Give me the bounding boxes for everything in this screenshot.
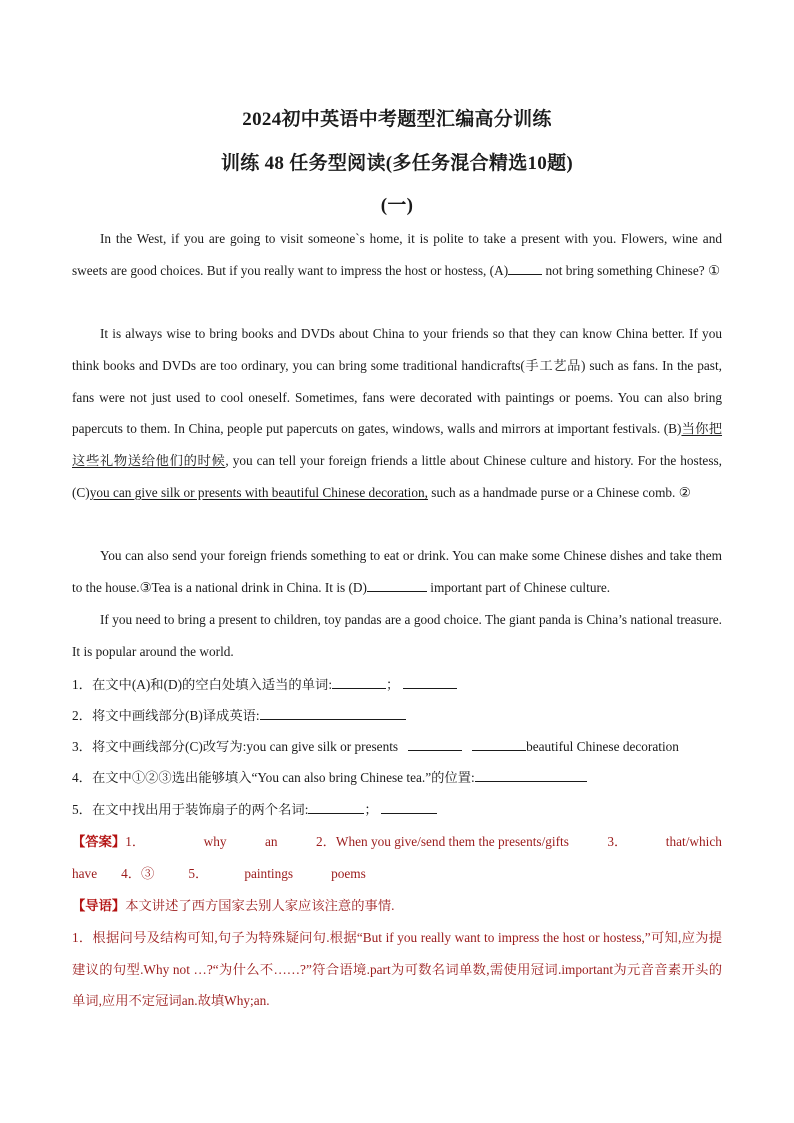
blank-a <box>508 262 542 275</box>
underlined-c: you can give silk or presents with beautiful Chinese decoration, <box>89 484 428 500</box>
underlined-b: 当你把这些礼物送给他们的时候 <box>72 421 723 469</box>
question-4: 4．在文中①②③选出能够填入“You can also bring Chinese tea.”的位置: <box>72 768 722 788</box>
question-1: 1．在文中(A)和(D)的空白处填入适当的单词: ； <box>72 675 722 695</box>
section-number: (一) <box>380 195 414 216</box>
question-3: 3．将文中画线部分(C)改写为:you can give silk or presents beautiful Chinese decoration <box>72 739 679 754</box>
blank-d <box>367 579 427 592</box>
passage-paragraph-1: In the West, if you are going to visit someone`s home, it is polite to take a present with you. Flowers, wine and sweets are good choices. But if you really want to impress the host or hostess, (A) not bring something Chinese? ① <box>72 231 722 278</box>
explanation-text: 1．根据问号及结构可知,句子为特殊疑问句.根据“But if you really want to impress the host or hostess,”可知,应为提建议的句型.Why not …?“为什么不……?”符合语境.part为可数名词单数,需使用冠词.important为元音音素开头的单词,应用不定冠词an.故填Why;an. <box>72 930 722 1009</box>
answer-line-1: 【答案】1． why an 2．When you give/send them the presents/gifts 3． that/which <box>72 834 722 849</box>
document-subtitle: 训练 48 任务型阅读(多任务混合精选10题) <box>220 153 574 174</box>
document-title: 2024初中英语中考题型汇编高分训练 <box>242 109 552 130</box>
passage-paragraph-4: If you need to bring a present to children, toy pandas are a good choice. The giant panda is China’s national treasure. It is popular around the world. <box>72 612 722 659</box>
question-2: 2．将文中画线部分(B)译成英语: <box>72 706 722 726</box>
answer-tag: 【答案】 <box>72 834 126 849</box>
answer-line-2: have 4．③ 5． paintings poems <box>72 866 366 881</box>
question-5: 5．在文中找出用于装饰扇子的两个名词: ； <box>72 800 722 820</box>
passage-paragraph-2: It is always wise to bring books and DVDs about China to your friends so that they can know China better. If you think books and DVDs are too ordinary, you can bring some traditional handicrafts(手工艺品) such as fans. In the past, fans were not just used to cool oneself. Sometimes, fans were decorated with paintings or poems. You can also bring papercuts to them. In China, people put papercuts on gates, windows, walls and mirrors at important festivals. (B)当你把这些礼物送给他们的时候, you can tell your foreign friends a little about Chinese culture and history. For the hostess, (C)you can give silk or presents with beautiful Chinese decoration, such as a handmade purse or a Chinese comb. ② <box>72 326 723 500</box>
guide-tag: 【导语】 <box>72 898 126 913</box>
guide-line: 【导语】本文讲述了西方国家去别人家应该注意的事情. <box>72 898 395 913</box>
passage-paragraph-3: You can also send your foreign friends something to eat or drink. You can make some Chinese dishes and take them to the house.③Tea is a national drink in China. It is (D) important part of Chinese culture. <box>72 548 722 595</box>
